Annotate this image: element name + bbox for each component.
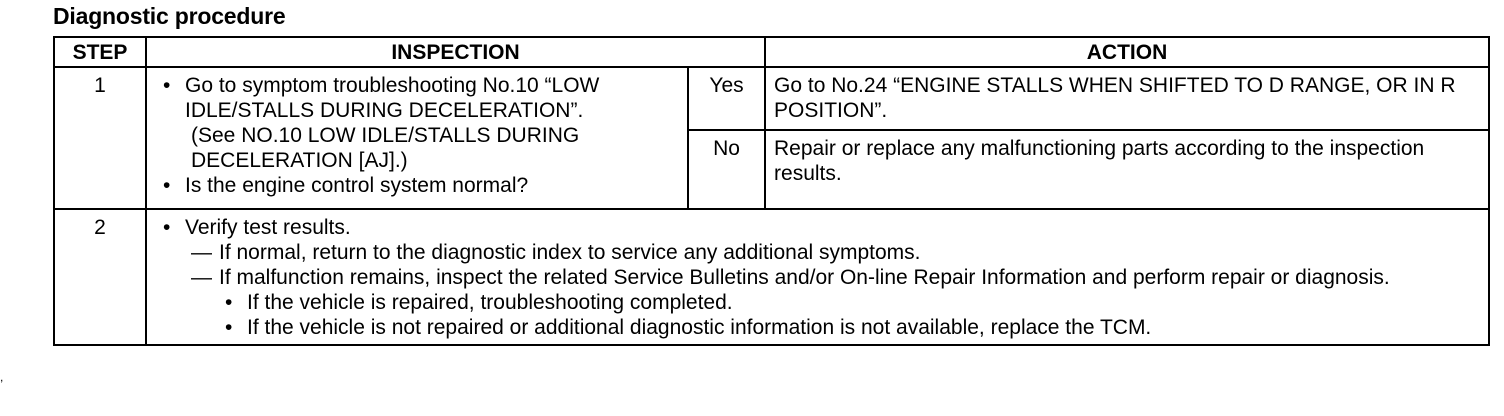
yes-action: Go to No.24 “ENGINE STALLS WHEN SHIFTED TO D RANGE, OR IN R POSITION”. bbox=[765, 67, 1489, 130]
header-action: ACTION bbox=[765, 37, 1489, 67]
dash-text: If normal, return to the diagnostic index to service any additional symptoms. bbox=[219, 241, 921, 264]
table-row bbox=[54, 67, 1489, 130]
page-title: Diagnostic procedure bbox=[53, 3, 286, 29]
table-row bbox=[54, 209, 1489, 345]
header-row bbox=[54, 37, 1489, 67]
no-label: No bbox=[688, 130, 765, 209]
no-action: Repair or replace any malfunctioning parts according to the inspection results. bbox=[765, 130, 1489, 209]
scan-mark: , bbox=[0, 370, 4, 384]
inspection-bullet: • Verify test results. bbox=[161, 215, 1482, 240]
diagnostic-procedure-table bbox=[53, 36, 1490, 346]
inspection-dash-item: — If normal, return to the diagnostic index to service any additional symptoms. bbox=[191, 241, 921, 264]
inspection-sub-bullet: • If the vehicle is repaired, troubleshooting completed. bbox=[161, 290, 1482, 315]
header-step: STEP bbox=[54, 37, 146, 67]
inspection-bullet: • Is the engine control system normal? bbox=[161, 173, 681, 198]
inspection-cell bbox=[146, 209, 1489, 345]
header-inspection: INSPECTION bbox=[146, 37, 765, 67]
inspection-cell bbox=[146, 67, 688, 209]
inspection-dash-item: — If malfunction remains, inspect the related Service Bulletins and/or On-line Repair Information and perform repair or diagnosis. bbox=[191, 266, 1390, 289]
inspection-bullet: • Go to symptom troubleshooting No.10 “LOW IDLE/STALLS DURING DECELERATION”. bbox=[161, 73, 681, 123]
dash-text: If malfunction remains, inspect the related Service Bulletins and/or On-line Repair Information and perform repair or diagnosis. bbox=[219, 266, 1390, 289]
step-number: 1 bbox=[54, 67, 146, 209]
step-number: 2 bbox=[54, 209, 146, 345]
inspection-note: (See NO.10 LOW IDLE/STALLS DURING DECELERATION [AJ].) bbox=[191, 124, 580, 172]
inspection-sub-bullet: • If the vehicle is not repaired or additional diagnostic information is not available, replace the TCM. bbox=[161, 315, 1482, 340]
yes-label: Yes bbox=[688, 67, 765, 130]
